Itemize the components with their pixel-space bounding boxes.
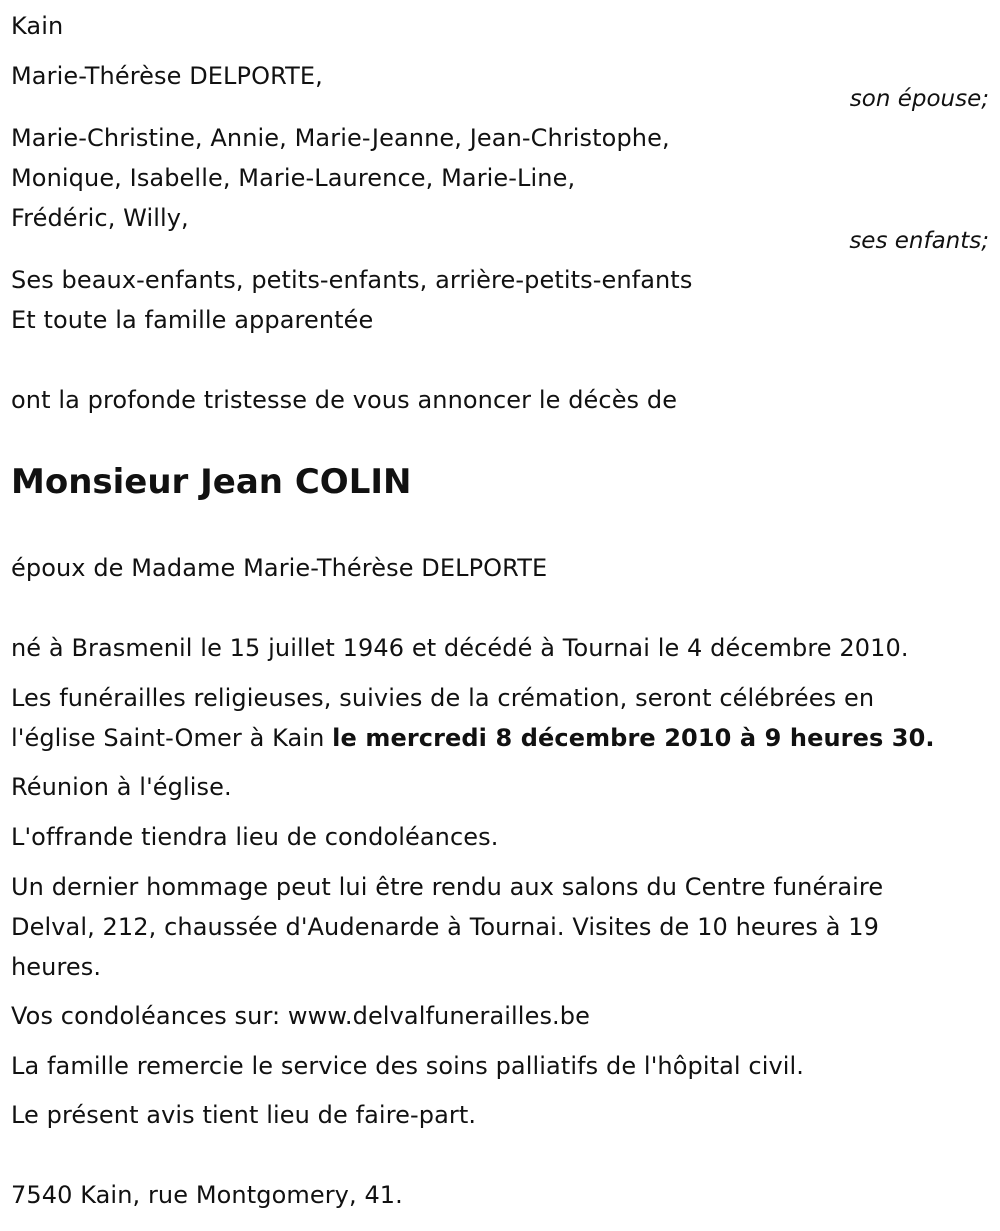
funeral-line-1: Les funérailles religieuses, suivies de la crémation, seront célébrées en <box>11 684 875 712</box>
extended-family-line-1: Ses beaux-enfants, petits-enfants, arrière-petits-enfants <box>11 266 693 294</box>
children-line-3: Frédéric, Willy, <box>11 204 189 232</box>
spouse-role: son épouse; <box>849 86 989 112</box>
extended-family-line-2: Et toute la famille apparentée <box>11 306 374 334</box>
funeral-location: l'église Saint-Omer à Kain <box>11 724 333 752</box>
spouse-of: époux de Madame Marie-Thérèse DELPORTE <box>11 554 548 582</box>
gathering: Réunion à l'église. <box>11 773 232 801</box>
tribute-line-2: Delval, 212, chaussée d'Audenarde à Tournai. Visites de 10 heures à 19 <box>11 913 879 941</box>
thanks: La famille remercie le service des soins palliatifs de l'hôpital civil. <box>11 1052 805 1080</box>
condolences: Vos condoléances sur: www.delvalfunerailles.be <box>11 1002 590 1030</box>
tribute-line-3: heures. <box>11 953 102 981</box>
address: 7540 Kain, rue Montgomery, 41. <box>11 1181 403 1209</box>
funeral-line-2 <box>11 718 935 758</box>
funeral-datetime: le mercredi 8 décembre 2010 à 9 heures 30. <box>332 724 935 752</box>
location-header: Kain <box>11 12 64 40</box>
announcement: ont la profonde tristesse de vous annoncer le décès de <box>11 386 678 414</box>
tribute-line-1: Un dernier hommage peut lui être rendu aux salons du Centre funéraire <box>11 873 884 901</box>
children-role: ses enfants; <box>849 228 989 254</box>
offering: L'offrande tiendra lieu de condoléances. <box>11 823 499 851</box>
deceased-name: Monsieur Jean COLIN <box>11 462 412 502</box>
birth-death: né à Brasmenil le 15 juillet 1946 et décédé à Tournai le 4 décembre 2010. <box>11 634 909 662</box>
notice: Le présent avis tient lieu de faire-part. <box>11 1101 477 1129</box>
children-line-1: Marie-Christine, Annie, Marie-Jeanne, Jean-Christophe, <box>11 124 670 152</box>
spouse-name: Marie-Thérèse DELPORTE, <box>11 62 323 90</box>
children-line-2: Monique, Isabelle, Marie-Laurence, Marie-Line, <box>11 164 576 192</box>
